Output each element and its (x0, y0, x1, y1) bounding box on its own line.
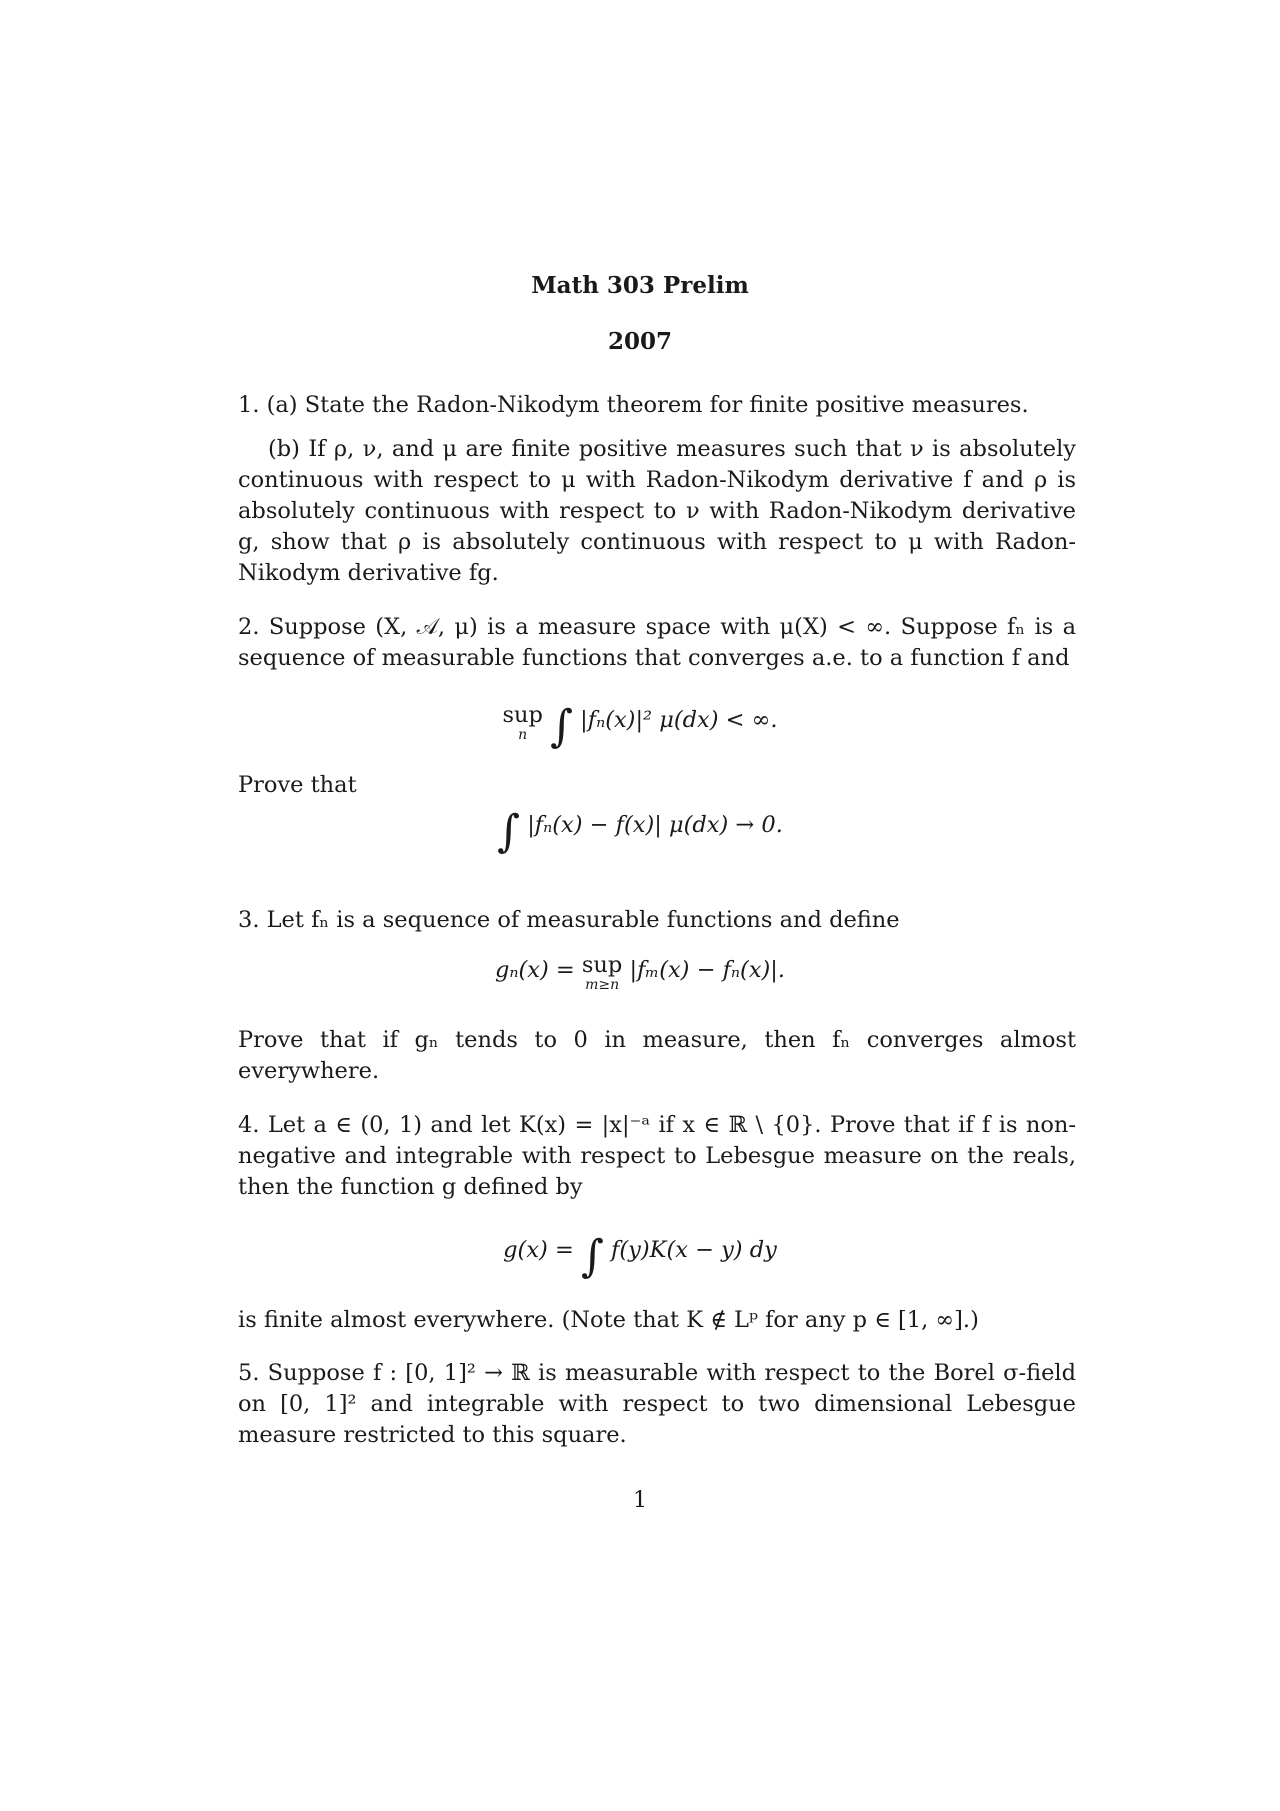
equation-rhs: |fₘ(x) − fₙ(x)|. (629, 957, 786, 983)
problem-2 (238, 612, 1076, 674)
exam-year: 2007 (607, 328, 672, 355)
integral-sign: ∫ (550, 701, 574, 752)
problem-4 (238, 1110, 1076, 1203)
problem-3-equation (0, 952, 1280, 995)
problem-4-equation (0, 1231, 1280, 1282)
page-number: 1 (632, 1487, 648, 1513)
integral-sign: ∫ (580, 1231, 604, 1282)
sup-operator: sup m≥n (581, 952, 623, 993)
problem-1a: 1. (a) State the Radon-Nikodym theorem for finite positive measures. (238, 392, 1029, 418)
problem-2-equation-1 (0, 701, 1280, 752)
equation-lhs: g(x) = (503, 1237, 574, 1263)
page-title: Math 303 Prelim (531, 272, 749, 299)
problem-3-conclusion: Prove that if gₙ tends to 0 in measure, then fₙ converges almost everywhere. (238, 1027, 1076, 1084)
integral-sign: ∫ (497, 806, 521, 857)
problem-5 (238, 1358, 1076, 1451)
problem-3 (238, 905, 1076, 936)
equation-lhs: gₙ(x) = (494, 957, 575, 983)
problem-5-intro: 5. Suppose f : [0, 1]² → ℝ is measurable with respect to the Borel σ-field on [0, 1]² and integrable with respect to two dimensional Lebesgue measure restricted to this square. (238, 1360, 1076, 1448)
sup-operator: sup n (502, 702, 543, 743)
equation-body: |fₙ(x)|² μ(dx) < ∞. (580, 707, 778, 733)
problem-3-intro: 3. Let fₙ is a sequence of measurable functions and define (238, 907, 900, 933)
problem-1b: (b) If ρ, ν, and μ are finite positive measures such that ν is absolutely continuous with respect to μ with Radon-Nikodym derivative f and ρ is absolutely continuous with respect to ν with Radon-Nikodym derivative g, show that ρ is absolutely continuous with respect to μ with Radon-Nikodym derivative fg. (238, 436, 1076, 586)
equation-body: |fₙ(x) − f(x)| μ(dx) → 0. (527, 812, 783, 838)
problem-2-equation-2 (0, 806, 1280, 857)
problem-2-intro: 2. Suppose (X, 𝒜, μ) is a measure space with μ(X) < ∞. Suppose fₙ is a sequence of measurable functions that converges a.e. to a function f and (238, 614, 1076, 671)
problem-4-conclusion: is finite almost everywhere. (Note that K ∉ Lᵖ for any p ∈ [1, ∞].) (238, 1307, 979, 1333)
problem-1 (238, 390, 1076, 589)
problem-2-prove: Prove that (238, 772, 357, 798)
problem-4-intro: 4. Let a ∈ (0, 1) and let K(x) = |x|⁻ᵃ if x ∈ ℝ \ {0}. Prove that if f is non-negative and integrable with respect to Lebesgue measure on the reals, then the function g defined by (238, 1112, 1076, 1200)
equation-rhs: f(y)K(x − y) dy (611, 1237, 777, 1263)
